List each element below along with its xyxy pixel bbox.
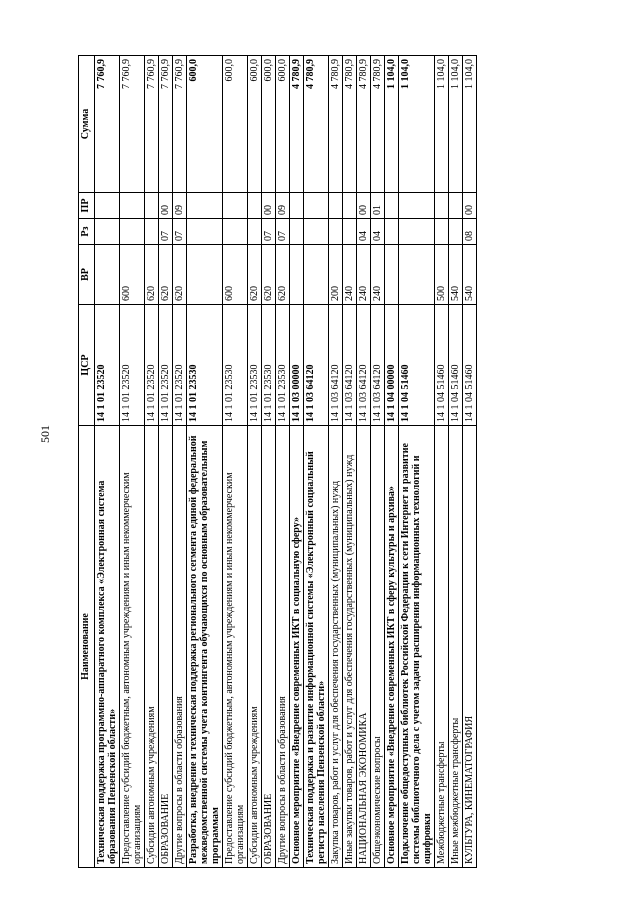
cell-vr: 620 [145, 245, 159, 305]
cell-name: Межбюджетные трансферты [435, 426, 449, 868]
table-row [357, 56, 371, 868]
cell-pr [145, 193, 159, 219]
cell-sum: 600,0 [187, 56, 223, 193]
cell-csr: 14 1 04 51460 [463, 305, 477, 426]
cell-name: Иные межбюджетные трансферты [449, 426, 463, 868]
cell-sum: 600,0 [223, 56, 248, 193]
cell-sum: 4 780,9 [329, 56, 343, 193]
cell-pr [187, 193, 223, 219]
cell-name: Закупка товаров, работ и услуг для обеспечения государственных (муниципальных) нужд [329, 426, 343, 868]
cell-csr: 14 1 04 00000 [385, 305, 399, 426]
cell-sum: 4 780,9 [304, 56, 329, 193]
cell-csr: 14 1 01 23530 [187, 305, 223, 426]
cell-vr: 600 [223, 245, 248, 305]
cell-rz [290, 219, 304, 245]
table-row [120, 56, 145, 868]
header-pr: ПР [79, 193, 95, 219]
table-row [399, 56, 435, 868]
cell-vr: 500 [435, 245, 449, 305]
cell-rz [248, 219, 262, 245]
header-sum: Сумма [79, 56, 95, 193]
cell-pr: 00 [159, 193, 173, 219]
cell-pr [449, 193, 463, 219]
cell-csr: 14 1 01 23530 [276, 305, 290, 426]
cell-pr [120, 193, 145, 219]
cell-pr [248, 193, 262, 219]
cell-vr: 540 [449, 245, 463, 305]
table-row [173, 56, 187, 868]
cell-rz: 07 [262, 219, 276, 245]
cell-sum: 600,0 [276, 56, 290, 193]
cell-rz [304, 219, 329, 245]
table-row [435, 56, 449, 868]
cell-name: Общеэкономические вопросы [371, 426, 385, 868]
table-row [187, 56, 223, 868]
cell-vr: 600 [120, 245, 145, 305]
cell-pr: 00 [357, 193, 371, 219]
cell-csr: 14 1 01 23520 [145, 305, 159, 426]
cell-sum: 4 780,9 [357, 56, 371, 193]
cell-rz: 07 [173, 219, 187, 245]
cell-vr [399, 245, 435, 305]
cell-name: Основное мероприятие «Внедрение современных ИКТ в сферу культуры и архива» [385, 426, 399, 868]
cell-vr [290, 245, 304, 305]
cell-rz [145, 219, 159, 245]
cell-sum: 7 760,9 [159, 56, 173, 193]
cell-csr: 14 1 01 23530 [262, 305, 276, 426]
table-row [329, 56, 343, 868]
cell-rz: 07 [276, 219, 290, 245]
cell-pr: 00 [262, 193, 276, 219]
table-body [95, 56, 477, 868]
cell-sum: 1 104,0 [399, 56, 435, 193]
cell-pr: 01 [371, 193, 385, 219]
cell-sum: 600,0 [262, 56, 276, 193]
table-row [385, 56, 399, 868]
cell-name: Основное мероприятие «Внедрение современных ИКТ в социальную сферу» [290, 426, 304, 868]
cell-vr: 240 [371, 245, 385, 305]
cell-vr: 620 [262, 245, 276, 305]
table-row [223, 56, 248, 868]
cell-sum: 4 780,9 [290, 56, 304, 193]
cell-name: Подключение общедоступных библиотек Российской Федерации к сети Интернет и развитие системы библиотечного дела с учетом задачи расширения информационных технологий и оцифровки [399, 426, 435, 868]
cell-name: Предоставление субсидий бюджетным, автономным учреждениям и иным некоммерческим организациям [223, 426, 248, 868]
cell-pr: 09 [173, 193, 187, 219]
cell-rz [223, 219, 248, 245]
table-row [145, 56, 159, 868]
cell-name: Другие вопросы в области образования [173, 426, 187, 868]
cell-csr: 14 1 01 23520 [120, 305, 145, 426]
cell-sum: 7 760,9 [173, 56, 187, 193]
header-vr: ВР [79, 245, 95, 305]
cell-rz [329, 219, 343, 245]
cell-name: КУЛЬТУРА, КИНЕМАТОГРАФИЯ [463, 426, 477, 868]
cell-vr: 620 [159, 245, 173, 305]
cell-rz [95, 219, 120, 245]
cell-rz [435, 219, 449, 245]
cell-vr: 540 [463, 245, 477, 305]
cell-name: ОБРАЗОВАНИЕ [159, 426, 173, 868]
cell-pr [329, 193, 343, 219]
cell-csr: 14 1 01 23530 [248, 305, 262, 426]
cell-rz [399, 219, 435, 245]
table-row [262, 56, 276, 868]
cell-pr [435, 193, 449, 219]
cell-vr: 620 [248, 245, 262, 305]
table-row [371, 56, 385, 868]
cell-csr: 14 1 03 64120 [304, 305, 329, 426]
cell-name: ОБРАЗОВАНИЕ [262, 426, 276, 868]
cell-name: Разработка, внедрение и техническая поддержка регионального сегмента единой федеральной межведомственной системы учета контингента обучающихся по основным образовательным программам [187, 426, 223, 868]
cell-rz [187, 219, 223, 245]
cell-vr [187, 245, 223, 305]
cell-rz: 04 [371, 219, 385, 245]
table-row [463, 56, 477, 868]
cell-csr: 14 1 03 64120 [371, 305, 385, 426]
cell-pr [95, 193, 120, 219]
table-row [276, 56, 290, 868]
cell-name: Иные закупки товаров, работ и услуг для обеспечения государственных (муниципальных) нужд [343, 426, 357, 868]
cell-sum: 7 760,9 [120, 56, 145, 193]
cell-csr: 14 1 01 23530 [223, 305, 248, 426]
header-name: Наименование [79, 426, 95, 868]
cell-vr [385, 245, 399, 305]
table-row [95, 56, 120, 868]
cell-pr: 09 [276, 193, 290, 219]
cell-name: Техническая поддержка программно-аппаратного комплекса «Электронная система образования Пензенской области» [95, 426, 120, 868]
table-row [290, 56, 304, 868]
table-row [304, 56, 329, 868]
cell-vr: 240 [343, 245, 357, 305]
cell-pr: 00 [463, 193, 477, 219]
cell-vr: 200 [329, 245, 343, 305]
cell-vr [304, 245, 329, 305]
rotated-page-content [78, 56, 562, 868]
cell-csr: 14 1 04 51460 [399, 305, 435, 426]
cell-vr: 620 [173, 245, 187, 305]
cell-csr: 14 1 03 64120 [357, 305, 371, 426]
cell-sum: 1 104,0 [385, 56, 399, 193]
cell-name: Субсидии автономным учреждениям [248, 426, 262, 868]
header-csr: ЦСР [79, 305, 95, 426]
budget-table [78, 55, 477, 868]
cell-sum: 1 104,0 [463, 56, 477, 193]
cell-csr: 14 1 01 23520 [159, 305, 173, 426]
cell-sum: 4 780,9 [371, 56, 385, 193]
cell-sum: 4 780,9 [343, 56, 357, 193]
cell-rz: 08 [463, 219, 477, 245]
cell-rz: 07 [159, 219, 173, 245]
cell-name: Техническая поддержка и развитие информационной системы «Электронный социальный регистр населения Пензенской области» [304, 426, 329, 868]
cell-sum: 1 104,0 [449, 56, 463, 193]
cell-vr: 240 [357, 245, 371, 305]
cell-sum: 7 760,9 [145, 56, 159, 193]
cell-csr: 14 1 04 51460 [435, 305, 449, 426]
cell-name: Субсидии автономным учреждениям [145, 426, 159, 868]
cell-csr: 14 1 03 64120 [343, 305, 357, 426]
cell-rz [120, 219, 145, 245]
cell-pr [343, 193, 357, 219]
table-row [449, 56, 463, 868]
cell-name: Другие вопросы в области образования [276, 426, 290, 868]
header-rz: Рз [79, 219, 95, 245]
cell-sum: 600,0 [248, 56, 262, 193]
cell-vr: 620 [276, 245, 290, 305]
cell-sum: 1 104,0 [435, 56, 449, 193]
cell-csr: 14 1 03 64120 [329, 305, 343, 426]
cell-name: Предоставление субсидий бюджетным, автономным учреждениям и иным некоммерческим организациям [120, 426, 145, 868]
table-row [343, 56, 357, 868]
cell-pr [223, 193, 248, 219]
cell-pr [385, 193, 399, 219]
cell-pr [290, 193, 304, 219]
cell-csr: 14 1 03 00000 [290, 305, 304, 426]
cell-pr [399, 193, 435, 219]
cell-csr: 14 1 04 51460 [449, 305, 463, 426]
cell-pr [304, 193, 329, 219]
cell-rz [385, 219, 399, 245]
table-row [159, 56, 173, 868]
cell-rz [449, 219, 463, 245]
cell-name: НАЦИОНАЛЬНАЯ ЭКОНОМИКА [357, 426, 371, 868]
cell-rz [343, 219, 357, 245]
cell-csr: 14 1 01 23520 [173, 305, 187, 426]
table-row [248, 56, 262, 868]
table-header-row [79, 56, 95, 868]
page-number: 501 [38, 425, 52, 443]
cell-vr [95, 245, 120, 305]
cell-csr: 14 1 01 23520 [95, 305, 120, 426]
cell-rz: 04 [357, 219, 371, 245]
cell-sum: 7 760,9 [95, 56, 120, 193]
